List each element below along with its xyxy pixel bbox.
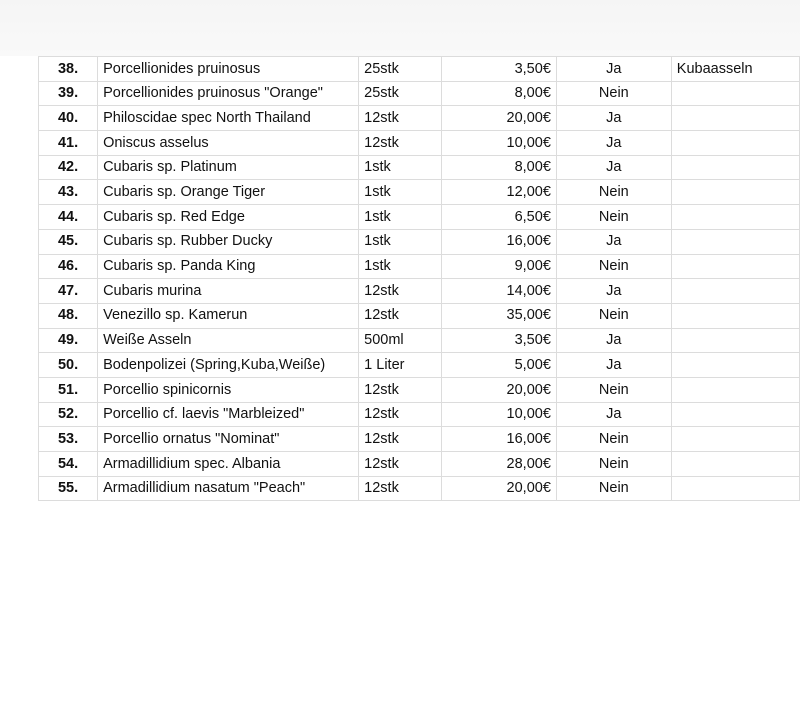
availability-cell[interactable]: Ja [556, 106, 671, 131]
availability-cell[interactable]: Nein [556, 427, 671, 452]
quantity-cell[interactable]: 1stk [359, 205, 442, 230]
table-row [39, 303, 800, 328]
note-cell[interactable] [671, 131, 799, 156]
quantity-cell[interactable]: 500ml [359, 328, 442, 353]
quantity-cell[interactable]: 1stk [359, 254, 442, 279]
price-cell[interactable]: 20,00€ [441, 476, 556, 501]
note-cell[interactable] [671, 279, 799, 304]
quantity-cell[interactable]: 12stk [359, 427, 442, 452]
price-cell[interactable]: 20,00€ [441, 106, 556, 131]
table-row [39, 180, 800, 205]
note-cell[interactable] [671, 427, 799, 452]
price-cell[interactable]: 9,00€ [441, 254, 556, 279]
note-cell[interactable] [671, 254, 799, 279]
table-row [39, 106, 800, 131]
species-name-cell[interactable]: Venezillo sp. Kamerun [98, 303, 359, 328]
table-row [39, 353, 800, 378]
price-cell[interactable]: 28,00€ [441, 452, 556, 477]
table-body [39, 57, 800, 501]
price-cell[interactable]: 3,50€ [441, 328, 556, 353]
table-row [39, 57, 800, 82]
quantity-cell[interactable]: 12stk [359, 106, 442, 131]
quantity-cell[interactable]: 25stk [359, 57, 442, 82]
note-cell[interactable] [671, 476, 799, 501]
quantity-cell[interactable]: 12stk [359, 303, 442, 328]
price-cell[interactable]: 20,00€ [441, 377, 556, 402]
species-name-cell[interactable]: Cubaris sp. Orange Tiger [98, 180, 359, 205]
row-number-cell[interactable]: 42. [39, 155, 98, 180]
species-name-cell[interactable]: Bodenpolizei (Spring,Kuba,Weiße) [98, 353, 359, 378]
note-cell[interactable] [671, 402, 799, 427]
availability-cell[interactable]: Nein [556, 180, 671, 205]
row-number-cell[interactable]: 39. [39, 81, 98, 106]
availability-cell[interactable]: Ja [556, 328, 671, 353]
quantity-cell[interactable]: 1 Liter [359, 353, 442, 378]
table-row [39, 205, 800, 230]
availability-cell[interactable]: Nein [556, 377, 671, 402]
quantity-cell[interactable]: 12stk [359, 377, 442, 402]
availability-cell[interactable]: Ja [556, 402, 671, 427]
table-row [39, 328, 800, 353]
quantity-cell[interactable]: 12stk [359, 452, 442, 477]
availability-cell[interactable]: Ja [556, 279, 671, 304]
price-cell[interactable]: 35,00€ [441, 303, 556, 328]
price-cell[interactable]: 16,00€ [441, 229, 556, 254]
table-row [39, 155, 800, 180]
availability-cell[interactable]: Nein [556, 254, 671, 279]
note-cell[interactable]: Kubaasseln [671, 57, 799, 82]
row-number-cell[interactable]: 49. [39, 328, 98, 353]
row-number-cell[interactable]: 55. [39, 476, 98, 501]
note-cell[interactable] [671, 205, 799, 230]
species-name-cell[interactable]: Cubaris sp. Red Edge [98, 205, 359, 230]
quantity-cell[interactable]: 12stk [359, 402, 442, 427]
note-cell[interactable] [671, 353, 799, 378]
species-name-cell[interactable]: Armadillidium nasatum "Peach" [98, 476, 359, 501]
quantity-cell[interactable]: 12stk [359, 476, 442, 501]
table-row [39, 377, 800, 402]
table-row [39, 279, 800, 304]
availability-cell[interactable]: Nein [556, 303, 671, 328]
availability-cell[interactable]: Ja [556, 229, 671, 254]
species-name-cell[interactable]: Philoscidae spec North Thailand [98, 106, 359, 131]
availability-cell[interactable]: Ja [556, 57, 671, 82]
species-name-cell[interactable]: Porcellionides pruinosus "Orange" [98, 81, 359, 106]
availability-cell[interactable]: Nein [556, 476, 671, 501]
quantity-cell[interactable]: 12stk [359, 131, 442, 156]
row-number-cell[interactable]: 53. [39, 427, 98, 452]
species-name-cell[interactable]: Porcellio spinicornis [98, 377, 359, 402]
row-number-cell[interactable]: 40. [39, 106, 98, 131]
row-number-cell[interactable]: 43. [39, 180, 98, 205]
table-row [39, 131, 800, 156]
species-name-cell[interactable]: Armadillidium spec. Albania [98, 452, 359, 477]
price-table [38, 56, 800, 501]
availability-cell[interactable]: Nein [556, 205, 671, 230]
row-number-cell[interactable]: 54. [39, 452, 98, 477]
note-cell[interactable] [671, 303, 799, 328]
availability-cell[interactable]: Ja [556, 131, 671, 156]
table-row [39, 402, 800, 427]
species-name-cell[interactable]: Porcellionides pruinosus [98, 57, 359, 82]
note-cell[interactable] [671, 452, 799, 477]
species-name-cell[interactable]: Porcellio cf. laevis "Marbleized" [98, 402, 359, 427]
species-name-cell[interactable]: Cubaris sp. Platinum [98, 155, 359, 180]
note-cell[interactable] [671, 328, 799, 353]
note-cell[interactable] [671, 180, 799, 205]
table-row [39, 476, 800, 501]
quantity-cell[interactable]: 1stk [359, 180, 442, 205]
note-cell[interactable] [671, 155, 799, 180]
row-number-cell[interactable]: 38. [39, 57, 98, 82]
table-row [39, 254, 800, 279]
note-cell[interactable] [671, 229, 799, 254]
species-name-cell[interactable]: Porcellio ornatus "Nominat" [98, 427, 359, 452]
row-number-cell[interactable]: 50. [39, 353, 98, 378]
quantity-cell[interactable]: 12stk [359, 279, 442, 304]
row-number-cell[interactable]: 44. [39, 205, 98, 230]
table-row [39, 81, 800, 106]
species-name-cell[interactable]: Cubaris sp. Panda King [98, 254, 359, 279]
price-cell[interactable]: 5,00€ [441, 353, 556, 378]
top-bar [0, 0, 800, 56]
species-name-cell[interactable]: Weiße Asseln [98, 328, 359, 353]
quantity-cell[interactable]: 1stk [359, 229, 442, 254]
price-cell[interactable]: 12,00€ [441, 180, 556, 205]
row-number-cell[interactable]: 52. [39, 402, 98, 427]
row-number-cell[interactable]: 48. [39, 303, 98, 328]
quantity-cell[interactable]: 25stk [359, 81, 442, 106]
note-cell[interactable] [671, 81, 799, 106]
row-number-cell[interactable]: 41. [39, 131, 98, 156]
row-number-cell[interactable]: 46. [39, 254, 98, 279]
row-number-cell[interactable]: 45. [39, 229, 98, 254]
note-cell[interactable] [671, 106, 799, 131]
note-cell[interactable] [671, 377, 799, 402]
price-cell[interactable]: 14,00€ [441, 279, 556, 304]
price-cell[interactable]: 6,50€ [441, 205, 556, 230]
price-cell[interactable]: 10,00€ [441, 402, 556, 427]
row-number-cell[interactable]: 51. [39, 377, 98, 402]
species-name-cell[interactable]: Oniscus asselus [98, 131, 359, 156]
table-row [39, 427, 800, 452]
table-row [39, 229, 800, 254]
price-cell[interactable]: 8,00€ [441, 155, 556, 180]
availability-cell[interactable]: Nein [556, 452, 671, 477]
availability-cell[interactable]: Nein [556, 81, 671, 106]
quantity-cell[interactable]: 1stk [359, 155, 442, 180]
availability-cell[interactable]: Ja [556, 155, 671, 180]
availability-cell[interactable]: Ja [556, 353, 671, 378]
species-name-cell[interactable]: Cubaris sp. Rubber Ducky [98, 229, 359, 254]
price-cell[interactable]: 16,00€ [441, 427, 556, 452]
row-number-cell[interactable]: 47. [39, 279, 98, 304]
price-cell[interactable]: 3,50€ [441, 57, 556, 82]
price-cell[interactable]: 10,00€ [441, 131, 556, 156]
species-name-cell[interactable]: Cubaris murina [98, 279, 359, 304]
price-cell[interactable]: 8,00€ [441, 81, 556, 106]
table-row [39, 452, 800, 477]
